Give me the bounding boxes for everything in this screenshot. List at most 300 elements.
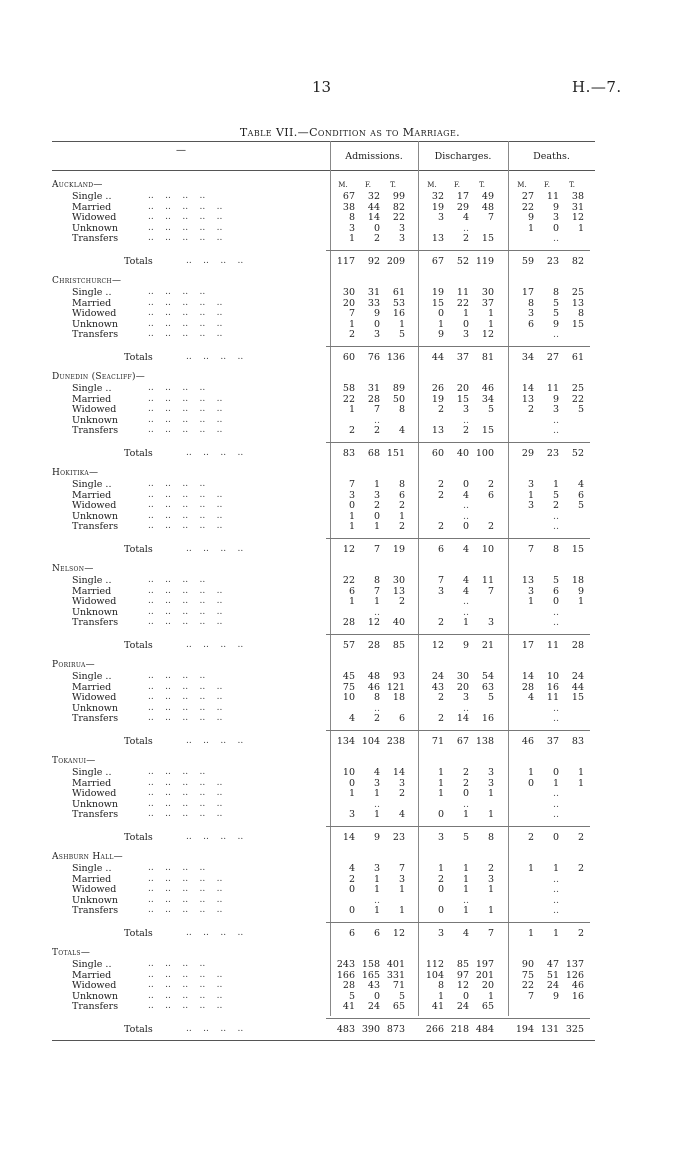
leader-dots: .. .. .. .. .. [148, 596, 223, 607]
cell-value: 97 [456, 969, 469, 981]
cell-value: 1 [398, 318, 405, 330]
cell-value: 2 [527, 404, 534, 416]
row-label: Transfers [72, 329, 119, 341]
cell-value: 19 [431, 201, 444, 213]
page-number: 13 [312, 78, 332, 96]
subtotal-rule [326, 346, 590, 347]
subcol-header: M. [517, 181, 527, 189]
total-value: 6 [437, 544, 444, 555]
cell-value: 331 [386, 969, 405, 981]
total-value: 40 [456, 448, 469, 459]
cell-value: 0 [552, 222, 559, 234]
row-label: Unknown [72, 606, 118, 618]
leader-dots: .. .. .. .. .. [148, 489, 223, 500]
subcol-header: F. [544, 181, 550, 189]
cell-value: 49 [481, 191, 494, 202]
cell-value: 61 [392, 287, 405, 298]
total-value: 76 [367, 352, 380, 363]
total-value: 23 [546, 256, 559, 267]
cell-value: 10 [342, 692, 355, 704]
cell-value: 2 [348, 873, 355, 885]
cell-value: 0 [348, 777, 355, 789]
cell-value: 6 [577, 489, 584, 501]
cell-value: 2 [577, 863, 584, 874]
leader-dots: .. .. .. .. .. [148, 702, 223, 713]
leader-dots: .. .. .. .. [186, 448, 244, 458]
cell-value: 1 [487, 318, 494, 330]
subtotal-rule [326, 442, 590, 443]
cell-value: 4 [348, 713, 355, 725]
cell-value: 2 [487, 479, 494, 490]
cell-value: 46 [571, 980, 584, 992]
cell-value: 7 [437, 575, 444, 586]
total-value: 52 [456, 256, 469, 267]
cell-value: 20 [456, 681, 469, 693]
leader-dots: .. .. .. .. .. [148, 297, 223, 308]
leader-dots: .. .. .. .. [186, 832, 244, 842]
cell-value: 13 [521, 393, 534, 405]
cell-value: 3 [437, 212, 444, 224]
cell-value: 14 [367, 212, 380, 224]
cell-value: 6 [552, 585, 559, 597]
row-label: Widowed [72, 788, 117, 800]
cell-value: .. [552, 233, 559, 245]
cell-value: 1 [462, 809, 469, 821]
total-value: 4 [462, 928, 469, 939]
row-label: Widowed [72, 308, 117, 320]
cell-value: 3 [487, 617, 494, 629]
subcol-header: T. [390, 181, 396, 189]
total-value: 12 [431, 640, 444, 651]
total-value: 60 [342, 352, 355, 363]
cell-value: 5 [487, 404, 494, 416]
cell-value: 1 [398, 884, 405, 896]
leader-dots: .. .. .. .. [186, 1024, 244, 1034]
total-value: 12 [342, 544, 355, 555]
row-label: Unknown [72, 510, 118, 522]
cell-value: 1 [398, 510, 405, 522]
total-value: 10 [481, 544, 494, 555]
leader-dots: .. .. .. .. [148, 479, 206, 489]
total-value: 7 [527, 544, 534, 555]
row-label: Unknown [72, 990, 118, 1002]
cell-value: .. [552, 617, 559, 629]
cell-value: 1 [437, 767, 444, 778]
cell-value: 8 [373, 575, 380, 586]
leader-dots: .. .. .. .. .. [148, 393, 223, 404]
cell-value: 13 [392, 585, 405, 597]
leader-dots: .. .. .. .. .. [148, 425, 223, 436]
table-title: Table VII.—Condition as to Marriage. [239, 126, 461, 139]
cell-value: 37 [481, 297, 494, 309]
total-value: 194 [515, 1024, 534, 1035]
cell-value: 0 [348, 500, 355, 512]
total-value: 483 [336, 1024, 355, 1035]
cell-value: 1 [527, 863, 534, 874]
cell-value: 8 [527, 297, 534, 309]
cell-value: 7 [373, 585, 380, 597]
cell-value: 0 [437, 905, 444, 917]
leader-dots: .. .. .. .. .. [148, 798, 223, 809]
cell-value: 1 [348, 318, 355, 330]
cell-value: 165 [361, 969, 380, 981]
cell-value: 40 [392, 617, 405, 629]
section-title: Tokanui— [52, 756, 96, 766]
cell-value: 3 [462, 404, 469, 416]
cell-value: 1 [373, 479, 380, 490]
cell-value: 4 [398, 425, 405, 437]
cell-value: 0 [462, 318, 469, 330]
total-value: 8 [552, 544, 559, 555]
cell-value: 3 [487, 873, 494, 885]
first-column-header: — [176, 145, 186, 156]
total-value: 5 [462, 832, 469, 843]
cell-value: 3 [373, 329, 380, 341]
cell-value: 75 [342, 681, 355, 693]
cell-value: 29 [456, 201, 469, 213]
total-value: 46 [521, 736, 534, 747]
total-value: 7 [373, 544, 380, 555]
cell-value: 51 [546, 969, 559, 981]
cell-value: 1 [552, 863, 559, 874]
leader-dots: .. .. .. .. .. [148, 500, 223, 511]
total-value: 15 [571, 544, 584, 555]
cell-value: .. [462, 894, 469, 906]
row-label: Married [72, 681, 112, 693]
cell-value: 3 [437, 585, 444, 597]
cell-value: 16 [546, 681, 559, 693]
cell-value: 4 [348, 863, 355, 874]
leader-dots: .. .. .. .. [148, 959, 206, 969]
total-value: 83 [571, 736, 584, 747]
cell-value: 24 [431, 671, 444, 682]
cell-value: 1 [527, 767, 534, 778]
row-label: Widowed [72, 692, 117, 704]
cell-value: 31 [367, 383, 380, 394]
cell-value: 2 [348, 329, 355, 341]
total-value: 60 [431, 448, 444, 459]
cell-value: 2 [373, 425, 380, 437]
cell-value: 2 [487, 863, 494, 874]
cell-value: 5 [552, 308, 559, 320]
cell-value: 14 [456, 713, 469, 725]
group-header-0: Admissions. [345, 151, 403, 162]
cell-value: 2 [437, 692, 444, 704]
cell-value: 1 [437, 990, 444, 1002]
cell-value: 12 [456, 980, 469, 992]
cell-value: 45 [342, 671, 355, 682]
total-value: 6 [373, 928, 380, 939]
total-value: 14 [342, 832, 355, 843]
total-value: 9 [462, 640, 469, 651]
row-label: Single .. [72, 767, 112, 778]
totals-label: Totals [124, 256, 153, 267]
total-value: 151 [386, 448, 405, 459]
subtotal-rule [326, 922, 590, 923]
cell-value: 1 [437, 863, 444, 874]
cell-value: 3 [373, 777, 380, 789]
row-label: Unknown [72, 894, 118, 906]
cell-value: 1 [348, 596, 355, 608]
cell-value: 46 [367, 681, 380, 693]
cell-value: 44 [571, 681, 584, 693]
cell-value: 20 [456, 383, 469, 394]
cell-value: 11 [456, 287, 469, 298]
leader-dots: .. .. .. .. [186, 928, 244, 938]
cell-value: 26 [431, 383, 444, 394]
cell-value: .. [552, 798, 559, 810]
cell-value: 9 [437, 329, 444, 341]
cell-value: 3 [398, 777, 405, 789]
section-title: Nelson— [52, 564, 94, 574]
cell-value: 1 [373, 788, 380, 800]
cell-value: 58 [342, 383, 355, 394]
cell-value: 1 [527, 222, 534, 234]
cell-value: 197 [475, 959, 494, 970]
total-value: 0 [552, 832, 559, 843]
column-divider [508, 141, 509, 1016]
total-value: 117 [336, 256, 355, 267]
total-value: 23 [546, 448, 559, 459]
row-label: Married [72, 777, 112, 789]
section-title: Porirua— [52, 660, 95, 670]
cell-value: 30 [456, 671, 469, 682]
leader-dots: .. .. .. .. .. [148, 969, 223, 980]
leader-dots: .. .. .. .. .. [148, 692, 223, 703]
cell-value: 7 [348, 308, 355, 320]
cell-value: 1 [348, 510, 355, 522]
cell-value: 0 [552, 767, 559, 778]
cell-value: 3 [552, 212, 559, 224]
cell-value: 1 [462, 873, 469, 885]
cell-value: 3 [398, 873, 405, 885]
cell-value: 43 [367, 980, 380, 992]
cell-value: 6 [487, 489, 494, 501]
cell-value: 22 [456, 297, 469, 309]
cell-value: .. [552, 414, 559, 426]
leader-dots: .. .. .. .. .. [148, 329, 223, 340]
section-title: Dunedin (Seacliff)— [52, 372, 146, 382]
cell-value: 1 [398, 905, 405, 917]
row-label: Transfers [72, 905, 119, 917]
cell-value: 8 [398, 404, 405, 416]
cell-value: 3 [527, 500, 534, 512]
cell-value: 1 [487, 809, 494, 821]
leader-dots: .. .. .. .. .. [148, 777, 223, 788]
cell-value: 24 [571, 671, 584, 682]
cell-value: 3 [348, 809, 355, 821]
cell-value: 8 [577, 308, 584, 320]
cell-value: 93 [392, 671, 405, 682]
leader-dots: .. .. .. .. .. [148, 404, 223, 415]
cell-value: 2 [398, 500, 405, 512]
cell-value: 112 [425, 959, 444, 970]
leader-dots: .. .. .. .. [186, 544, 244, 554]
cell-value: 15 [481, 425, 494, 437]
cell-value: 4 [577, 479, 584, 490]
cell-value: .. [552, 809, 559, 821]
cell-value: 3 [487, 767, 494, 778]
cell-value: 158 [361, 959, 380, 970]
cell-value: 0 [373, 222, 380, 234]
cell-value: 30 [392, 575, 405, 586]
cell-value: .. [552, 905, 559, 917]
cell-value: 31 [367, 287, 380, 298]
cell-value: 90 [521, 959, 534, 970]
total-value: 100 [475, 448, 494, 459]
cell-value: 3 [373, 863, 380, 874]
cell-value: 5 [552, 489, 559, 501]
total-value: 28 [571, 640, 584, 651]
total-value: 52 [571, 448, 584, 459]
cell-value: 32 [367, 191, 380, 202]
cell-value: 4 [462, 575, 469, 586]
cell-value: 15 [571, 318, 584, 330]
cell-value: 2 [373, 713, 380, 725]
row-label: Single .. [72, 287, 112, 298]
cell-value: 0 [527, 777, 534, 789]
total-value: 2 [577, 928, 584, 939]
cell-value: .. [462, 798, 469, 810]
leader-dots: .. .. .. .. [186, 640, 244, 650]
cell-value: .. [552, 894, 559, 906]
total-value: 92 [367, 256, 380, 267]
cell-value: 1 [373, 521, 380, 533]
page-code: H.—7. [572, 78, 622, 96]
cell-value: 12 [367, 617, 380, 629]
cell-value: 0 [373, 510, 380, 522]
row-label: Widowed [72, 884, 117, 896]
total-value: 68 [367, 448, 380, 459]
cell-value: 13 [431, 425, 444, 437]
cell-value: 401 [386, 959, 405, 970]
subtotal-rule [326, 634, 590, 635]
cell-value: 3 [462, 692, 469, 704]
total-value: 34 [521, 352, 534, 363]
leader-dots: .. .. .. .. [148, 671, 206, 681]
cell-value: 2 [437, 713, 444, 725]
cell-value: 4 [373, 767, 380, 778]
cell-value: 5 [577, 500, 584, 512]
subcol-header: T. [479, 181, 485, 189]
totals-label: Totals [124, 928, 153, 939]
cell-value: 1 [373, 873, 380, 885]
cell-value: 2 [462, 777, 469, 789]
totals-label: Totals [124, 352, 153, 363]
cell-value: 7 [527, 990, 534, 1002]
cell-value: 43 [431, 681, 444, 693]
header-bottom-rule [52, 170, 595, 171]
total-value: 19 [392, 544, 405, 555]
leader-dots: .. .. .. .. [186, 736, 244, 746]
total-value: 4 [462, 544, 469, 555]
cell-value: 0 [348, 884, 355, 896]
row-label: Transfers [72, 521, 119, 533]
cell-value: 8 [437, 980, 444, 992]
cell-value: 10 [342, 767, 355, 778]
leader-dots: .. .. .. .. .. [148, 873, 223, 884]
cell-value: 4 [462, 489, 469, 501]
table-bottom-rule [52, 1040, 595, 1041]
cell-value: 9 [577, 585, 584, 597]
cell-value: 28 [521, 681, 534, 693]
subtotal-rule [326, 1018, 590, 1019]
cell-value: 5 [552, 575, 559, 586]
cell-value: 25 [571, 287, 584, 298]
cell-value: 8 [552, 287, 559, 298]
cell-value: 5 [398, 329, 405, 341]
total-value: 29 [521, 448, 534, 459]
total-value: 71 [431, 736, 444, 747]
total-value: 44 [431, 352, 444, 363]
cell-value: .. [373, 414, 380, 426]
cell-value: 7 [398, 863, 405, 874]
cell-value: 22 [342, 575, 355, 586]
cell-value: 3 [487, 777, 494, 789]
cell-value: 16 [571, 990, 584, 1002]
total-value: 37 [546, 736, 559, 747]
cell-value: 3 [398, 222, 405, 234]
cell-value: 0 [462, 479, 469, 490]
cell-value: 12 [571, 212, 584, 224]
total-value: 119 [475, 256, 494, 267]
section-title: Hokitika— [52, 468, 99, 478]
cell-value: 24 [546, 980, 559, 992]
cell-value: 17 [521, 287, 534, 298]
cell-value: 53 [392, 297, 405, 309]
cell-value: 1 [373, 905, 380, 917]
cell-value: 2 [437, 873, 444, 885]
cell-value: 1 [487, 884, 494, 896]
cell-value: 50 [392, 393, 405, 405]
cell-value: 12 [481, 329, 494, 341]
cell-value: 1 [577, 777, 584, 789]
cell-value: 1 [373, 596, 380, 608]
cell-value: 46 [481, 383, 494, 394]
row-label: Unknown [72, 798, 118, 810]
cell-value: 0 [462, 788, 469, 800]
row-label: Single .. [72, 863, 112, 874]
cell-value: 2 [398, 521, 405, 533]
subcol-header: F. [365, 181, 371, 189]
cell-value: 30 [481, 287, 494, 298]
totals-label: Totals [124, 736, 153, 747]
row-label: Transfers [72, 713, 119, 725]
total-value: 85 [392, 640, 405, 651]
cell-value: 65 [392, 1001, 405, 1013]
cell-value: 33 [367, 297, 380, 309]
row-label: Widowed [72, 212, 117, 224]
leader-dots: .. .. .. .. .. [148, 905, 223, 916]
subtotal-rule [326, 730, 590, 731]
cell-value: 0 [373, 990, 380, 1002]
row-label: Married [72, 585, 112, 597]
row-label: Single .. [72, 959, 112, 970]
row-label: Single .. [72, 383, 112, 394]
cell-value: 3 [348, 222, 355, 234]
row-label: Single .. [72, 191, 112, 202]
cell-value: .. [552, 713, 559, 725]
cell-value: 4 [527, 692, 534, 704]
total-value: 3 [437, 928, 444, 939]
cell-value: .. [462, 414, 469, 426]
leader-dots: .. .. .. .. .. [148, 788, 223, 799]
cell-value: 1 [437, 777, 444, 789]
cell-value: 1 [487, 990, 494, 1002]
row-label: Unknown [72, 702, 118, 714]
leader-dots: .. .. .. .. [148, 575, 206, 585]
cell-value: 0 [462, 990, 469, 1002]
